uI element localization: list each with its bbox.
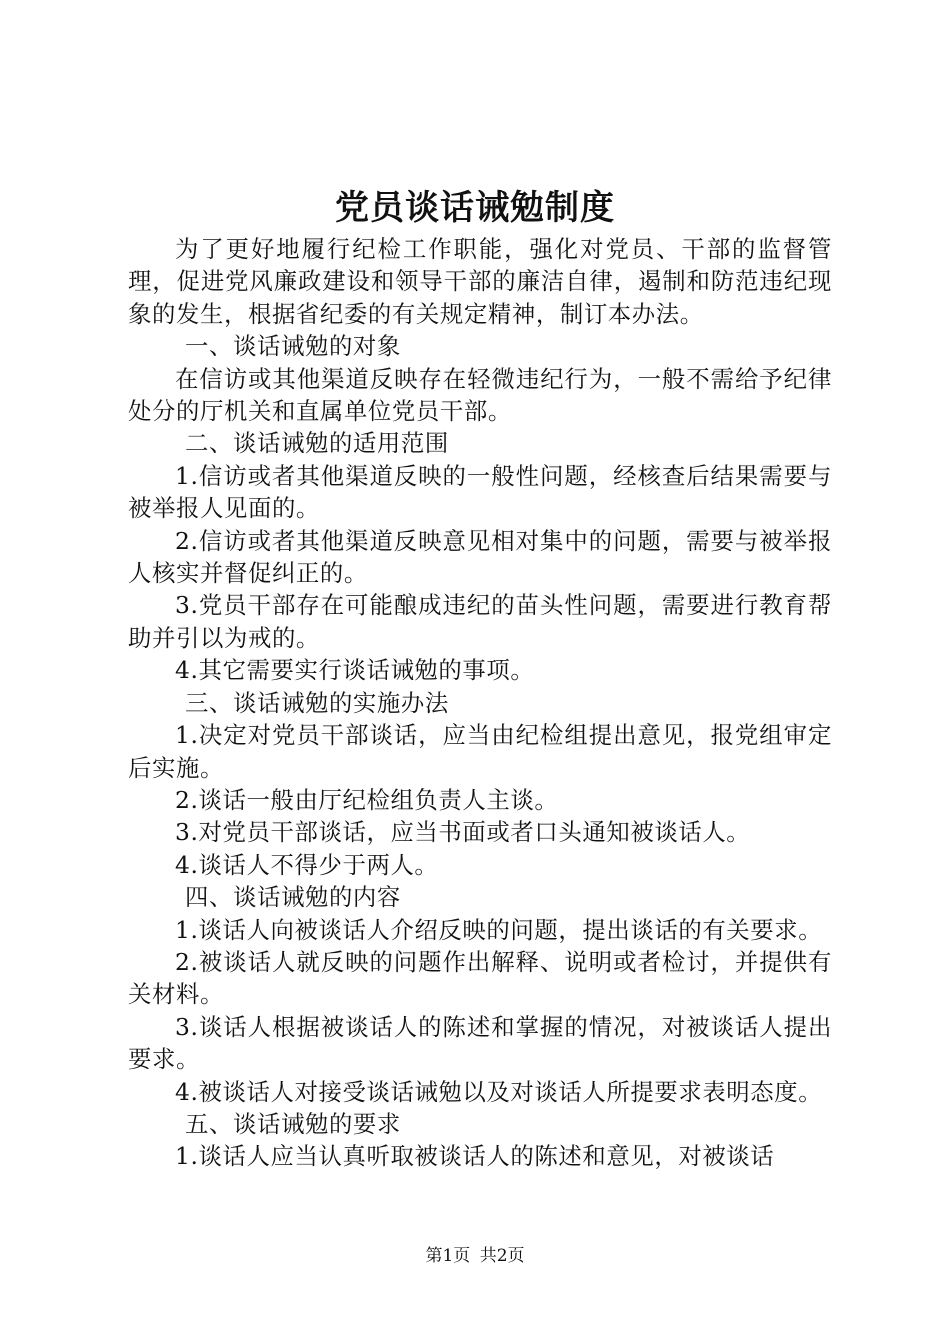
section-heading: 五、谈话诫勉的要求	[185, 1109, 401, 1138]
paragraph: 在信访或其他渠道反映存在轻微违纪行为，一般不需给予纪律处分的厅机关和直属单位党员干部。	[128, 364, 832, 426]
paragraph: 4.被谈话人对接受谈话诫勉以及对谈话人所提要求表明态度。	[175, 1077, 823, 1106]
section-heading: 三、谈话诫勉的实施办法	[185, 688, 449, 717]
paragraph: 1.决定对党员干部谈话，应当由纪检组提出意见，报党组审定后实施。	[128, 721, 832, 782]
paragraph: 3.对党员干部谈话，应当书面或者口头通知被谈话人。	[175, 818, 751, 847]
paragraph: 1.谈话人向被谈话人介绍反映的问题，提出谈话的有关要求。	[175, 915, 823, 944]
document-body	[128, 233, 832, 1173]
paragraph: 为了更好地履行纪检工作职能，强化对党员、干部的监督管理，促进党风廉政建设和领导干部的廉洁自律，遏制和防范违纪现象的发生，根据省纪委的有关规定精神，制订本办法。	[128, 235, 832, 328]
paragraph: 3.党员干部存在可能酿成违纪的苗头性问题，需要进行教育帮助并引以为戒的。	[128, 591, 832, 652]
paragraph: 3.谈话人根据被谈话人的陈述和掌握的情况，对被谈话人提出要求。	[128, 1012, 832, 1074]
paragraph: 2.被谈话人就反映的问题作出解释、说明或者检讨，并提供有关材料。	[128, 947, 832, 1009]
section-heading: 四、谈话诫勉的内容	[185, 883, 401, 912]
section-heading: 二、谈话诫勉的适用范围	[185, 429, 449, 458]
paragraph: 1.信访或者其他渠道反映的一般性问题，经核查后结果需要与被举报人见面的。	[128, 461, 832, 523]
paragraph: 4.其它需要实行谈话诫勉的事项。	[175, 656, 535, 685]
section-heading: 一、谈话诫勉的对象	[185, 332, 401, 361]
page-footer: 第1页 共2页	[425, 1246, 525, 1266]
paragraph: 4.谈话人不得少于两人。	[175, 850, 439, 879]
paragraph: 2.信访或者其他渠道反映意见相对集中的问题，需要与被举报人核实并督促纠正的。	[128, 526, 832, 588]
page-title: 党员谈话诫勉制度	[335, 188, 615, 228]
paragraph: 1.谈话人应当认真听取被谈话人的陈述和意见，对被谈话	[175, 1142, 775, 1171]
paragraph: 2.谈话一般由厅纪检组负责人主谈。	[175, 785, 559, 814]
